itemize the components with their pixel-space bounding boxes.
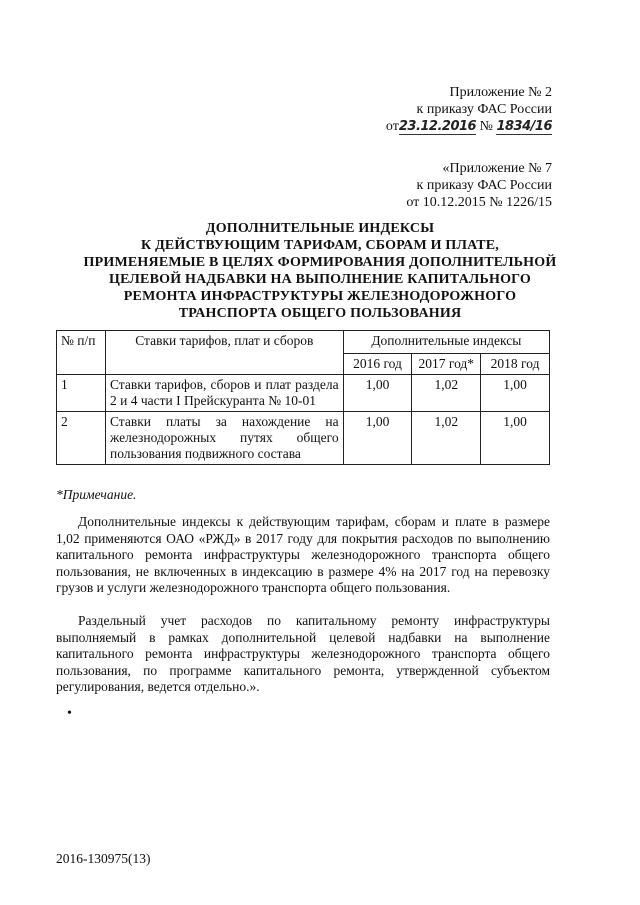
number-label: № (479, 119, 493, 134)
row-value-2018: 1,00 (481, 412, 550, 465)
row-number: 2 (57, 412, 106, 465)
annex-7-title: «Приложение № 7 (442, 161, 552, 176)
row-value-2016: 1,00 (343, 412, 412, 465)
stray-mark: • (67, 706, 72, 721)
row-value-2018: 1,00 (481, 375, 550, 412)
header-year-2016: 2016 год (343, 354, 412, 375)
title-line: К ДЕЙСТВУЮЩИМ ТАРИФАМ, СБОРАМ И ПЛАТЕ, (141, 238, 499, 253)
indices-table (56, 330, 550, 465)
header-year-2017: 2017 год* (412, 354, 481, 375)
row-value-2017: 1,02 (412, 412, 481, 465)
header-additional-indices: Дополнительные индексы (343, 331, 549, 354)
title-line: ТРАНСПОРТА ОБЩЕГО ПОЛЬЗОВАНИЯ (178, 306, 462, 321)
title-line: ПРИМЕНЯЕМЫЕ В ЦЕЛЯХ ФОРМИРОВАНИЯ ДОПОЛНИТЕЛЬНОЙ (83, 255, 557, 270)
table-header-row (57, 331, 550, 354)
table-row (57, 412, 550, 465)
note-paragraph-1: Дополнительные индексы к действующим тарифам, сборам и плате в размере 1,02 применяются ОАО «РЖД» в 2017 году для покрытия расходов по выполнению капитального ремонта инфраструктуры железнодорожного транспорта общего пользования, не включенных в индексацию в размере 4% на 2017 год на перевозку грузов и услуги железнодорожного транспорта общего пользования. (56, 514, 550, 595)
header-number: № п/п (57, 331, 106, 375)
annex-7-order-ref: к приказу ФАС России (416, 178, 552, 193)
annex-7-header (406, 160, 552, 211)
title-line: РЕМОНТА ИНФРАСТРУКТУРЫ ЖЕЛЕЗНОДОРОЖНОГО (123, 289, 517, 304)
row-value-2017: 1,02 (412, 375, 481, 412)
row-value-2016: 1,00 (343, 375, 412, 412)
note-label: *Примечание. (56, 487, 137, 502)
row-name: Ставки платы за нахождение на железнодорожных путях общего пользования подвижного состава (105, 412, 343, 465)
header-rates: Ставки тарифов, плат и сборов (105, 331, 343, 375)
row-number: 1 (57, 375, 106, 412)
title-line: ЦЕЛЕВОЙ НАДБАВКИ НА ВЫПОЛНЕНИЕ КАПИТАЛЬНОГО (108, 272, 532, 287)
handwritten-date: 23.12.2016 (398, 119, 477, 134)
row-name: Ставки тарифов, сборов и плат раздела 2 и 4 части I Прейскуранта № 10-01 (105, 375, 343, 412)
document-title (40, 220, 600, 322)
header-year-2018: 2018 год (481, 354, 550, 375)
annex-2-title: Приложение № 2 (449, 85, 552, 100)
handwritten-number: 1834/16 (496, 119, 552, 134)
table-row (57, 375, 550, 412)
note-paragraph-2: Раздельный учет расходов по капитальному ремонту инфраструктуры выполняемый в рамках дополнительной целевой надбавки на выполнение капитального ремонта инфраструктуры железнодорожного транспорта общего пользования, по программе капитального ремонта, утвержденной субъектом регулирования, ведется отдельно.». (56, 613, 550, 694)
from-label: от (385, 119, 399, 134)
annex-2-date-line (386, 118, 552, 135)
document-code: 2016-130975(13) (56, 851, 151, 866)
title-line: ДОПОЛНИТЕЛЬНЫЕ ИНДЕКСЫ (205, 221, 435, 236)
annex-7-date-number: от 10.12.2015 № 1226/15 (406, 195, 552, 210)
annex-2-header (386, 84, 552, 135)
annex-2-order-ref: к приказу ФАС России (416, 102, 552, 117)
